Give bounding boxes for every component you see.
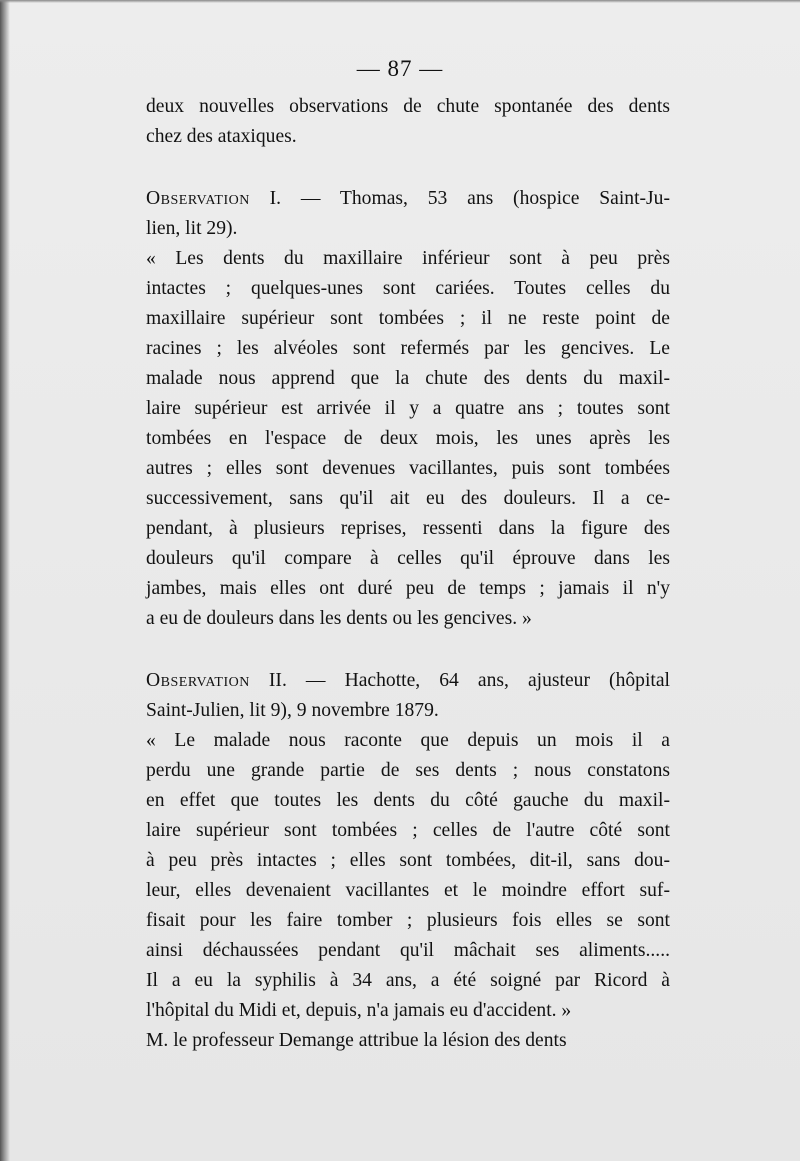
text-line: fisait pour les faire tomber ; plusieurs fois elles se sont	[146, 910, 670, 931]
text-line: chez des ataxiques.	[146, 126, 297, 147]
body-text	[146, 92, 670, 1056]
paragraph	[146, 92, 670, 152]
text-line: M. le professeur Demange attribue la lésion des dents	[146, 1030, 567, 1051]
text-line: jambes, mais elles ont duré peu de temps ; jamais il n'y	[146, 578, 670, 599]
paragraph	[146, 184, 670, 244]
text-line: a eu de douleurs dans les dents ou les gencives. »	[146, 608, 532, 629]
paragraph-gap	[146, 634, 670, 666]
text-line: leur, elles devenaient vacillantes et le moindre effort suf-	[146, 880, 670, 901]
paragraph	[146, 1026, 670, 1056]
text-line: malade nous apprend que la chute des dents du maxil-	[146, 368, 670, 389]
page-edge-shadow	[0, 0, 10, 1161]
text-line: Il a eu la syphilis à 34 ans, a été soigné par Ricord à	[146, 970, 670, 991]
text-line: douleurs qu'il compare à celles qu'il éprouve dans les	[146, 548, 670, 569]
text-line: à peu près intactes ; elles sont tombées, dit-il, sans dou-	[146, 850, 670, 871]
text-line: racines ; les alvéoles sont refermés par les gencives. Le	[146, 338, 670, 359]
page-top-shadow	[0, 0, 800, 3]
text-line: successivement, sans qu'il ait eu des douleurs. Il a ce-	[146, 488, 670, 509]
observation-label: Observation	[146, 188, 250, 209]
page-number: — 87 —	[356, 56, 444, 81]
paragraph	[146, 666, 670, 726]
paragraph-gap	[146, 152, 670, 184]
text-line: intactes ; quelques-unes sont cariées. Toutes celles du	[146, 278, 670, 299]
text-line: perdu une grande partie de ses dents ; nous constatons	[146, 760, 670, 781]
text-line: maxillaire supérieur sont tombées ; il ne reste point de	[146, 308, 670, 329]
paragraph	[146, 244, 670, 634]
text-line: en effet que toutes les dents du côté gauche du maxil-	[146, 790, 670, 811]
text-line: tombées en l'espace de deux mois, les unes après les	[146, 428, 670, 449]
observation-heading-text: II. — Hachotte, 64 ans, ajusteur (hôpital	[249, 670, 670, 691]
text-line: deux nouvelles observations de chute spontanée des dents	[146, 96, 670, 117]
text-line	[146, 184, 670, 214]
paragraph	[146, 726, 670, 1026]
text-line	[146, 666, 670, 696]
text-line: « Les dents du maxillaire inférieur sont à peu près	[146, 248, 670, 269]
text-line: laire supérieur sont tombées ; celles de l'autre côté sont	[146, 820, 670, 841]
text-line: lien, lit 29).	[146, 218, 238, 239]
text-line: Saint-Julien, lit 9), 9 novembre 1879.	[146, 700, 439, 721]
text-line: « Le malade nous raconte que depuis un mois il a	[146, 730, 670, 751]
text-line: autres ; elles sont devenues vacillantes, puis sont tombées	[146, 458, 670, 479]
text-line: laire supérieur est arrivée il y a quatre ans ; toutes sont	[146, 398, 670, 419]
observation-heading-text: I. — Thomas, 53 ans (hospice Saint-Ju-	[249, 188, 670, 209]
text-line: ainsi déchaussées pendant qu'il mâchait ses aliments.....	[146, 940, 670, 961]
text-line: pendant, à plusieurs reprises, ressenti dans la figure des	[146, 518, 670, 539]
text-line: l'hôpital du Midi et, depuis, n'a jamais eu d'accident. »	[146, 1000, 572, 1021]
observation-label: Observation	[146, 670, 250, 691]
